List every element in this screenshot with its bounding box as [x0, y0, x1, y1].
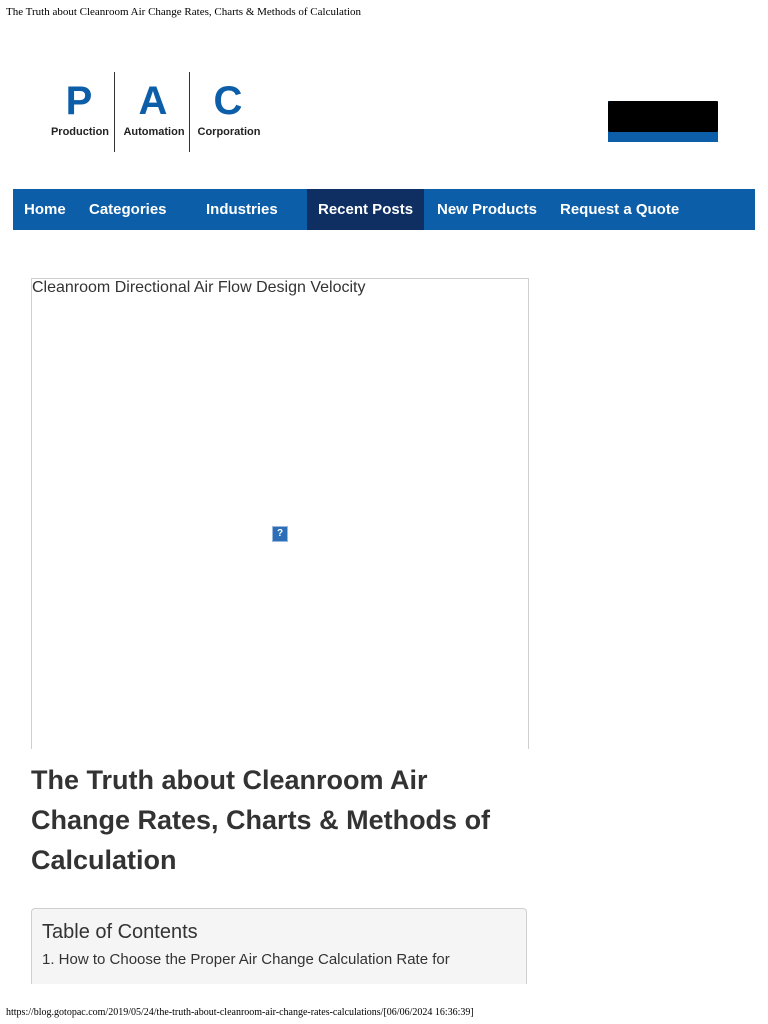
- print-header-title: The Truth about Cleanroom Air Change Rates, Charts & Methods of Calculation: [6, 6, 362, 18]
- article-title: The Truth about Cleanroom Air Change Rates, Charts & Methods of Calculation: [31, 765, 491, 875]
- header-widget-bar: [608, 101, 718, 132]
- logo-column-corporation: [193, 72, 265, 152]
- nav-item-categories[interactable]: Categories: [89, 201, 167, 218]
- logo-column-production: [50, 72, 110, 152]
- toc-item[interactable]: 1. How to Choose the Proper Air Change Calculation Rate for: [42, 951, 450, 968]
- logo-divider: [189, 72, 190, 152]
- print-footer-url: https://blog.gotopac.com/2019/05/24/the-truth-about-cleanroom-air-change-rates-calculations/[06/06/2024 16:36:39]: [6, 1007, 474, 1018]
- logo-divider: [114, 72, 115, 152]
- nav-item-home[interactable]: Home: [24, 201, 66, 218]
- toc-title[interactable]: Table of Contents: [42, 921, 198, 943]
- logo-letter-c: C: [213, 79, 245, 123]
- hero-image-alt-text: Cleanroom Directional Air Flow Design Velocity: [32, 279, 366, 296]
- logo-word-production: Production: [50, 126, 110, 138]
- header-widget[interactable]: [608, 101, 718, 142]
- logo-letter-a: A: [138, 79, 170, 123]
- nav-item-industries[interactable]: Industries: [206, 201, 278, 218]
- pac-logo[interactable]: [50, 72, 265, 152]
- main-navigation: [13, 189, 755, 230]
- table-of-contents: [31, 908, 527, 984]
- logo-column-automation: [118, 72, 190, 152]
- logo-word-automation: Automation: [123, 126, 185, 138]
- broken-image-icon: ?: [272, 526, 288, 542]
- nav-item-request-a-quote[interactable]: Request a Quote: [560, 201, 680, 218]
- nav-item-recent-posts[interactable]: Recent Posts: [307, 189, 424, 230]
- logo-word-corporation: Corporation: [197, 126, 261, 138]
- logo-letter-p: P: [65, 79, 95, 123]
- nav-item-new-products[interactable]: New Products: [437, 201, 538, 218]
- hero-image: [31, 278, 529, 749]
